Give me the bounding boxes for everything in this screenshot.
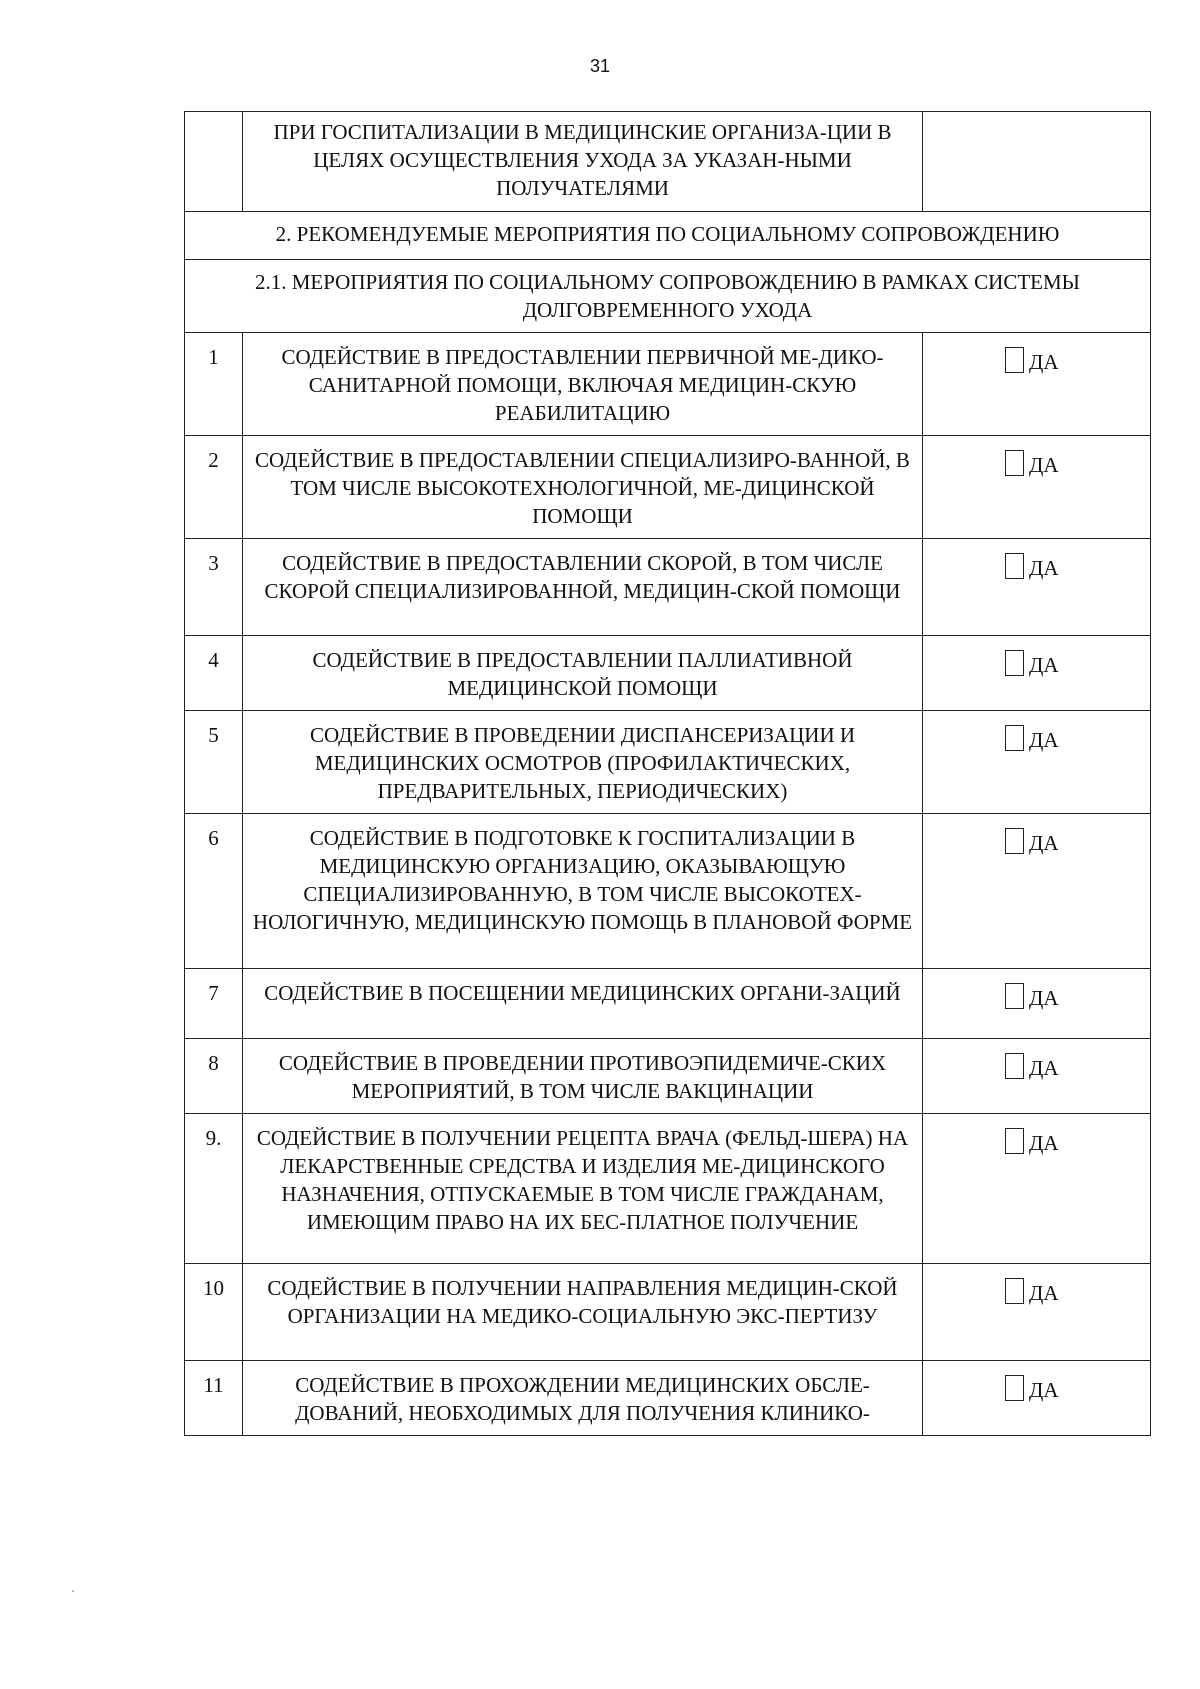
checkbox-square-icon[interactable] [1005, 725, 1024, 751]
checkbox-square-icon[interactable] [1005, 347, 1024, 373]
yes-checkbox[interactable] [1005, 553, 1059, 579]
checkbox-label: ДА [1029, 728, 1059, 752]
page-number: 31 [589, 56, 611, 76]
checkbox-square-icon[interactable] [1005, 1278, 1024, 1304]
table-row [185, 436, 1151, 539]
row-text: СОДЕЙСТВИЕ В ПРЕДОСТАВЛЕНИИ ПАЛЛИАТИВНОЙ МЕДИЦИНСКОЙ ПОМОЩИ [243, 636, 923, 711]
table-row [185, 1114, 1151, 1264]
checkbox-square-icon[interactable] [1005, 450, 1024, 476]
row-text: СОДЕЙСТВИЕ В ПРОВЕДЕНИИ ДИСПАНСЕРИЗАЦИИ И МЕДИЦИНСКИХ ОСМОТРОВ (ПРОФИЛАКТИЧЕСКИХ, ПРЕДВАРИТЕЛЬНЫХ, ПЕРИОДИЧЕСКИХ) [243, 711, 923, 814]
checkbox-label: ДА [1029, 556, 1059, 580]
row-text: СОДЕЙСТВИЕ В ПРЕДОСТАВЛЕНИИ СПЕЦИАЛИЗИРО-ВАННОЙ, В ТОМ ЧИСЛЕ ВЫСОКОТЕХНОЛОГИЧНОЙ, МЕ-ДИЦИНСКОЙ ПОМОЩИ [243, 436, 923, 539]
checkbox-label: ДА [1029, 831, 1059, 855]
checkbox-label: ДА [1029, 350, 1059, 374]
table-row [185, 1361, 1151, 1436]
table-row [185, 1264, 1151, 1361]
row-checkbox-cell [923, 1114, 1151, 1264]
row-number: 11 [185, 1361, 243, 1436]
checkbox-label: ДА [1029, 1056, 1059, 1080]
table-row [185, 539, 1151, 636]
yes-checkbox[interactable] [1005, 1128, 1059, 1154]
section-heading: 2. РЕКОМЕНДУЕМЫЕ МЕРОПРИЯТИЯ ПО СОЦИАЛЬНОМУ СОПРОВОЖДЕНИЮ [185, 212, 1151, 260]
row-number: 4 [185, 636, 243, 711]
row-number: 6 [185, 814, 243, 969]
checkbox-square-icon[interactable] [1005, 1053, 1024, 1079]
measures-table-body [185, 112, 1151, 1436]
row-checkbox-cell [923, 1264, 1151, 1361]
checkbox-label: ДА [1029, 1378, 1059, 1402]
checkbox-square-icon[interactable] [1005, 553, 1024, 579]
row-checkbox-cell [923, 1039, 1151, 1114]
table-row [185, 333, 1151, 436]
yes-checkbox[interactable] [1005, 1053, 1059, 1079]
row-checkbox-cell [923, 436, 1151, 539]
yes-checkbox[interactable] [1005, 983, 1059, 1009]
row-text: СОДЕЙСТВИЕ В ПРОВЕДЕНИИ ПРОТИВОЭПИДЕМИЧЕ-СКИХ МЕРОПРИЯТИЙ, В ТОМ ЧИСЛЕ ВАКЦИНАЦИИ [243, 1039, 923, 1114]
checkbox-square-icon[interactable] [1005, 1128, 1024, 1154]
subsection-heading-row [185, 260, 1151, 333]
yes-checkbox[interactable] [1005, 450, 1059, 476]
section-heading-row [185, 212, 1151, 260]
row-text: СОДЕЙСТВИЕ В ПОЛУЧЕНИИ РЕЦЕПТА ВРАЧА (ФЕЛЬД-ШЕРА) НА ЛЕКАРСТВЕННЫЕ СРЕДСТВА И ИЗДЕЛИЯ МЕ-ДИЦИНСКОГО НАЗНАЧЕНИЯ, ОТПУСКАЕМЫЕ В ТОМ ЧИСЛЕ ГРАЖДАНАМ, ИМЕЮЩИМ ПРАВО НА ИХ БЕС-ПЛАТНОЕ ПОЛУЧЕНИЕ [243, 1114, 923, 1264]
yes-checkbox[interactable] [1005, 347, 1059, 373]
checkbox-label: ДА [1029, 986, 1059, 1010]
row-number: 10 [185, 1264, 243, 1361]
row-text: СОДЕЙСТВИЕ В ПОСЕЩЕНИИ МЕДИЦИНСКИХ ОРГАНИ-ЗАЦИЙ [243, 969, 923, 1039]
row-text: ПРИ ГОСПИТАЛИЗАЦИИ В МЕДИЦИНСКИЕ ОРГАНИЗА-ЦИИ В ЦЕЛЯХ ОСУЩЕСТВЛЕНИЯ УХОДА ЗА УКАЗАН-НЫМИ ПОЛУЧАТЕЛЯМИ [243, 112, 923, 212]
table-row [185, 636, 1151, 711]
scan-speck [72, 1590, 74, 1592]
checkbox-square-icon[interactable] [1005, 1375, 1024, 1401]
row-text: СОДЕЙСТВИЕ В ПРЕДОСТАВЛЕНИИ СКОРОЙ, В ТОМ ЧИСЛЕ СКОРОЙ СПЕЦИАЛИЗИРОВАННОЙ, МЕДИЦИН-СКОЙ ПОМОЩИ [243, 539, 923, 636]
checkbox-label: ДА [1029, 653, 1059, 677]
table-row [185, 711, 1151, 814]
row-text: СОДЕЙСТВИЕ В ПРОХОЖДЕНИИ МЕДИЦИНСКИХ ОБСЛЕ-ДОВАНИЙ, НЕОБХОДИМЫХ ДЛЯ ПОЛУЧЕНИЯ КЛИНИКО- [243, 1361, 923, 1436]
subsection-heading: 2.1. МЕРОПРИЯТИЯ ПО СОЦИАЛЬНОМУ СОПРОВОЖДЕНИЮ В РАМКАХ СИСТЕМЫ ДОЛГОВРЕМЕННОГО УХОДА [185, 260, 1151, 333]
row-checkbox-cell [923, 539, 1151, 636]
checkbox-square-icon[interactable] [1005, 983, 1024, 1009]
checkbox-square-icon[interactable] [1005, 828, 1024, 854]
continuation-row [185, 112, 1151, 212]
empty-cell [923, 112, 1151, 212]
yes-checkbox[interactable] [1005, 828, 1059, 854]
row-text: СОДЕЙСТВИЕ В ПОЛУЧЕНИИ НАПРАВЛЕНИЯ МЕДИЦИН-СКОЙ ОРГАНИЗАЦИИ НА МЕДИКО-СОЦИАЛЬНУЮ ЭКС-ПЕРТИЗУ [243, 1264, 923, 1361]
checkbox-label: ДА [1029, 453, 1059, 477]
yes-checkbox[interactable] [1005, 725, 1059, 751]
checkbox-label: ДА [1029, 1281, 1059, 1305]
row-number: 5 [185, 711, 243, 814]
row-text: СОДЕЙСТВИЕ В ПРЕДОСТАВЛЕНИИ ПЕРВИЧНОЙ МЕ-ДИКО-САНИТАРНОЙ ПОМОЩИ, ВКЛЮЧАЯ МЕДИЦИН-СКУЮ РЕАБИЛИТАЦИЮ [243, 333, 923, 436]
yes-checkbox[interactable] [1005, 1375, 1059, 1401]
row-checkbox-cell [923, 333, 1151, 436]
table-row [185, 969, 1151, 1039]
row-checkbox-cell [923, 1361, 1151, 1436]
checkbox-label: ДА [1029, 1131, 1059, 1155]
checkbox-square-icon[interactable] [1005, 650, 1024, 676]
table-row [185, 1039, 1151, 1114]
row-checkbox-cell [923, 969, 1151, 1039]
measures-table [184, 111, 1151, 1436]
row-number: 9. [185, 1114, 243, 1264]
row-checkbox-cell [923, 711, 1151, 814]
row-number: 7 [185, 969, 243, 1039]
row-number [185, 112, 243, 212]
row-number: 8 [185, 1039, 243, 1114]
row-number: 2 [185, 436, 243, 539]
row-checkbox-cell [923, 814, 1151, 969]
row-text: СОДЕЙСТВИЕ В ПОДГОТОВКЕ К ГОСПИТАЛИЗАЦИИ В МЕДИЦИНСКУЮ ОРГАНИЗАЦИЮ, ОКАЗЫВАЮЩУЮ СПЕЦИАЛИЗИРОВАННУЮ, В ТОМ ЧИСЛЕ ВЫСОКОТЕХ-НОЛОГИЧНУЮ, МЕДИЦИНСКУЮ ПОМОЩЬ В ПЛАНОВОЙ ФОРМЕ [243, 814, 923, 969]
table-row [185, 814, 1151, 969]
yes-checkbox[interactable] [1005, 650, 1059, 676]
row-number: 1 [185, 333, 243, 436]
row-number: 3 [185, 539, 243, 636]
row-checkbox-cell [923, 636, 1151, 711]
yes-checkbox[interactable] [1005, 1278, 1059, 1304]
